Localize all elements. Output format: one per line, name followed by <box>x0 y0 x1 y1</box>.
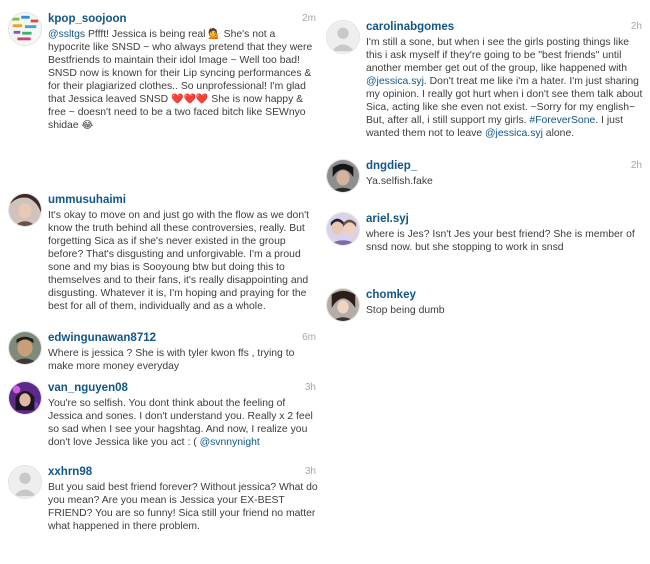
username-link[interactable]: chomkey <box>366 289 416 301</box>
user-avatar[interactable] <box>326 288 360 322</box>
user-avatar[interactable] <box>8 193 42 227</box>
comment-text-segment: I'm still a sone, but when i see the girls posting things like this i ask myself if they're going to be "best friends" until another member get out of the group, like happened with <box>366 37 630 74</box>
username-link[interactable]: carolinabgomes <box>366 21 455 33</box>
mention-link[interactable]: @svnnynight <box>199 437 260 448</box>
comment-text-segment: where is Jes? Isn't Jes your best friend? She is member of snsd now. but she stopping to work in snsd <box>366 229 635 253</box>
default-avatar-icon <box>327 21 359 53</box>
comment-text-segment: She's not a hypocrite like SNSD ~ who always pretend that they were Bestfriends to maintain their idol Image ~ Well too bad! SNSD now is known for their Lip syncing performances & for their plagiarized clothes.. So unprofessional! I'm glad that Jessica leaved SNSD <box>48 29 313 105</box>
mention-link[interactable]: @jessica.syj <box>366 76 424 87</box>
comment-timestamp: 3h <box>304 466 316 477</box>
comment-text <box>48 397 320 449</box>
emoji-icon: 😂 <box>81 120 94 131</box>
username-link[interactable]: xxhrn98 <box>48 466 93 478</box>
comment-timestamp: 2h <box>630 21 642 32</box>
comment-text-segment: Pffft! Jessica is being real <box>85 29 209 40</box>
comment-text-segment: Where is jessica ? She is with tyler kwon ffs , trying to make more money everyday <box>48 348 295 372</box>
comment-text <box>366 304 646 317</box>
comment-text <box>48 481 320 533</box>
username-link[interactable]: kpop_soojoon <box>48 13 127 25</box>
comment-text-segment: But you said best friend forever? Without jessica? What do you mean? Are you mean is Jessica your EX-BEST FRIEND? You are so funny! Sica still your friend no matter what happened in there problem. <box>48 482 318 532</box>
comment-timestamp: 6m <box>302 332 316 343</box>
comment-text-segment: . I just wanted them not to leave <box>366 115 623 139</box>
comment-text-segment: . Don't treat me like i'm a hater. I'm just sharing my opinion. I really got hurt when i don't see them talk about Sica, acting like she even not exist. ~Sorry for my english~ But, after all, i still support my girls. <box>366 76 643 126</box>
group-avatar-icon <box>327 213 359 245</box>
user-avatar[interactable] <box>8 465 42 499</box>
username-link[interactable]: ariel.syj <box>366 213 409 225</box>
mention-link[interactable]: @jessica.syj <box>485 128 543 139</box>
user-avatar[interactable] <box>326 159 360 193</box>
emoji-icon: ❤️❤️❤️ <box>171 94 209 105</box>
comment-text <box>366 36 646 140</box>
comment-text-segment: Stop being dumb <box>366 305 445 316</box>
username-link[interactable]: dngdiep_ <box>366 160 418 172</box>
collage-avatar-icon <box>9 13 41 45</box>
comment-text <box>48 28 320 132</box>
username-link[interactable]: ummusuhaimi <box>48 194 126 206</box>
emoji-icon: 💁 <box>208 29 221 40</box>
user-avatar[interactable] <box>8 12 42 46</box>
user-avatar[interactable] <box>326 20 360 54</box>
default-avatar-icon <box>9 466 41 498</box>
mention-link[interactable]: @ssltgs <box>48 29 86 40</box>
username-link[interactable]: edwingunawan8712 <box>48 332 157 344</box>
user-avatar[interactable] <box>8 381 42 415</box>
user-avatar[interactable] <box>326 212 360 246</box>
username-link[interactable]: van_nguyen08 <box>48 382 128 394</box>
person-avatar-icon <box>327 160 359 192</box>
comment-timestamp: 2m <box>302 13 316 24</box>
comment-text-segment: She is now happy & free ~ doesn't need to be a two faced bitch like SEWnyo shidae <box>48 94 306 131</box>
hashtag-link[interactable]: #ForeverSone <box>529 115 596 126</box>
comment-text <box>366 175 646 188</box>
comment-text-segment: Ya.selfish.fake <box>366 176 433 187</box>
comment-text-segment: You're so selfish. You dont think about the feeling of Jessica and sones. I don't understand you. Really x 2 feel so sad when I see your hagshtag. And now, I realize you don't love Jessica like you act : ( <box>48 398 313 448</box>
comment-text-segment: alone. <box>542 128 575 139</box>
person-avatar-icon <box>9 382 41 414</box>
user-avatar[interactable] <box>8 331 42 365</box>
comment-timestamp: 2h <box>630 160 642 171</box>
person-avatar-icon <box>327 289 359 321</box>
comment-text-segment: It's okay to move on and just go with the flow as we don't know the truth behind all these controversies, really. But forgetting Sica as if she's never existed in the group before? That's disgusting and unforgivable. I'm a proud sone and my bias is Sooyoung btw but doing this to themselves and to their fans, it's really disappointing and disgusting. Whatever it is, I'm hoping and praying for the best for all of them, individually and as a whole. <box>48 210 309 312</box>
comment-text <box>366 228 646 254</box>
comment-text <box>48 347 320 373</box>
comment-text <box>48 209 320 313</box>
person-avatar-icon <box>9 332 41 364</box>
comment-timestamp: 3h <box>304 382 316 393</box>
person-avatar-icon <box>9 194 41 226</box>
